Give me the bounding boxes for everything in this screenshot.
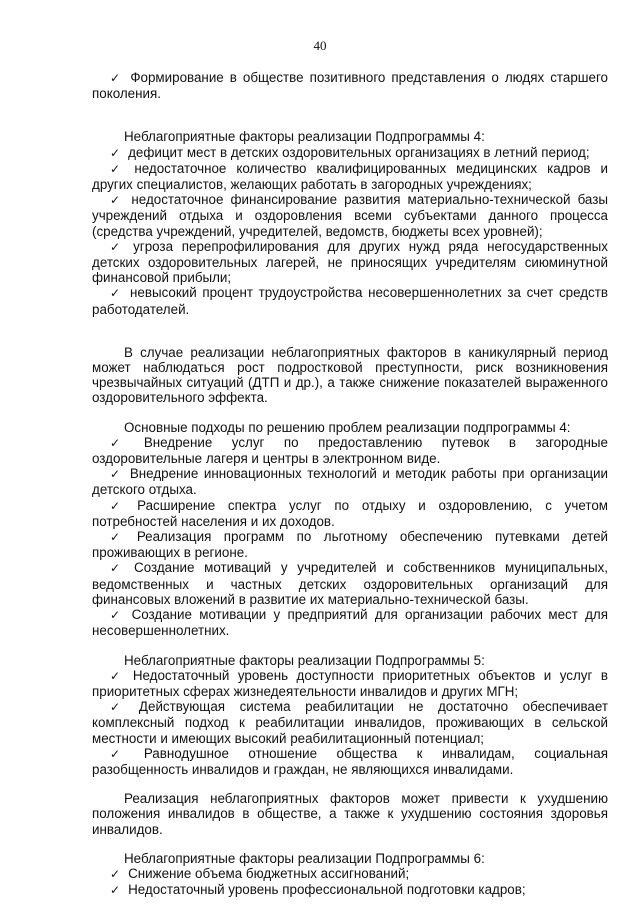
- checkmark-icon: ✓: [110, 866, 121, 881]
- bullet-item: [92, 498, 608, 529]
- bullet-text: Расширение спектра услуг по отдыху и оздоровлению, с учетом потребностей населения и их доходов.: [92, 497, 608, 529]
- paragraph: В случае реализации неблагоприятных факторов в каникулярный период может наблюдаться рост подростковой преступности, риск возникновения чрезвычайных ситуаций (ДТП и др.), а также снижение показателей выраженного оздоровительного эффекта.: [92, 344, 608, 406]
- bullet-item: [92, 529, 608, 560]
- checkmark-icon: ✓: [110, 161, 127, 176]
- bullet-text: Недостаточный уровень профессиональной подготовки кадров;: [128, 882, 526, 898]
- checkmark-icon: ✓: [110, 498, 130, 513]
- checkmark-icon: ✓: [110, 71, 123, 85]
- bullet-item: [92, 466, 608, 497]
- bullet-text: Действующая система реабилитации не достаточно обеспечивает комплексный подход к реабилитации инвалидов, проживающих в сельской местности и имеющих высокий реабилитационный потенциал;: [92, 699, 608, 746]
- checkmark-icon: ✓: [110, 746, 136, 761]
- bullet-text: недостаточное финансирование развития материально-технической базы учреждений отдыха и оздоровления всеми субъектами данного процесса (средства учреждений, учредителей, ведомств, бюджеты всех уровней);: [92, 192, 608, 239]
- bullet-item: [92, 239, 608, 286]
- bullet-text: угроза перепрофилирования для других нужд ряда негосударственных детских оздоровительных лагерей, не приносящих учредителям сиюминутной финансовой прибыли;: [92, 238, 609, 286]
- bullet-text: Недостаточный уровень доступности приоритетных объектов и услуг в приоритетных сферах жизнедеятельности инвалидов и других МГН;: [92, 667, 608, 699]
- bullet-item: [92, 435, 608, 466]
- bullet-text: Внедрение услуг по предоставлению путевок в загородные оздоровительные лагеря и центры в электронном виде.: [92, 434, 608, 467]
- spacer: [92, 837, 608, 851]
- bullet-text: Формирование в обществе позитивного представления о людях старшего поколения.: [92, 70, 608, 102]
- bullet-item: [92, 70, 608, 101]
- checkmark-icon: ✓: [110, 435, 136, 450]
- spacer: [92, 101, 608, 129]
- bullet-text: Создание мотиваций у учредителей и собственников муниципальных, ведомственных и частных детских оздоровительных организаций для финансовых вложений в развитие их материально-технической базы.: [92, 560, 608, 607]
- bullet-item: [92, 145, 608, 161]
- document-body: [92, 70, 608, 898]
- bullet-item: [92, 746, 608, 777]
- spacer: [92, 777, 608, 791]
- bullet-item: [92, 192, 608, 239]
- bullet-text: Реализация программ по льготному обеспечению путевками детей проживающих в регионе.: [92, 529, 608, 561]
- bullet-item: [92, 699, 608, 746]
- page-number: 40: [313, 38, 327, 53]
- checkmark-icon: ✓: [110, 193, 124, 208]
- checkmark-icon: ✓: [110, 145, 121, 160]
- bullet-item: [92, 668, 608, 699]
- checkmark-icon: ✓: [110, 530, 129, 545]
- section-heading: Неблагоприятные факторы реализации Подпрограммы 5:: [124, 652, 485, 668]
- checkmark-icon: ✓: [110, 608, 124, 623]
- bullet-text: Внедрение инновационных технологий и методик работы при организации детского отдыха.: [92, 466, 608, 498]
- section-heading: Основные подходы по решению проблем реализации подпрограммы 4:: [124, 419, 571, 435]
- checkmark-icon: ✓: [110, 286, 122, 301]
- checkmark-icon: ✓: [110, 883, 121, 898]
- bullet-item: [92, 560, 608, 607]
- bullet-item: [92, 285, 608, 316]
- paragraph: Реализация неблагоприятных факторов может привести к ухудшению положения инвалидов в обществе, а также к ухудшению состояния здоровья инвалидов.: [92, 791, 608, 837]
- checkmark-icon: ✓: [110, 239, 126, 254]
- spacer: [92, 406, 608, 420]
- bullet-item: [92, 866, 608, 882]
- bullet-text: дефицит мест в детских оздоровительных организациях в летний период;: [128, 144, 590, 160]
- bullet-text: недостаточное количество квалифицированных медицинских кадров и других специалистов, желающих работать в загородных учреждениях;: [92, 160, 608, 193]
- section-heading: Неблагоприятные факторы реализации Подпрограммы 6:: [124, 850, 485, 866]
- checkmark-icon: ✓: [110, 467, 122, 482]
- bullet-item: [92, 161, 608, 192]
- checkmark-icon: ✓: [110, 700, 131, 715]
- bullet-text: Равнодушное отношение общества к инвалидам, социальная разобщенность инвалидов и граждан, не являющихся инвалидами.: [92, 745, 608, 777]
- bullet-text: Снижение объема бюджетных ассигнований;: [128, 865, 410, 881]
- checkmark-icon: ✓: [110, 561, 127, 576]
- bullet-text: Создание мотивации у предприятий для организации рабочих мест для несовершеннолетних.: [92, 607, 608, 639]
- spacer: [92, 317, 608, 345]
- spacer: [92, 639, 608, 653]
- bullet-item: [92, 607, 608, 638]
- bullet-item: [92, 882, 608, 898]
- bullet-text: невысокий процент трудоустройства несовершеннолетних за счет средств работодателей.: [92, 285, 608, 317]
- section-heading: Неблагоприятные факторы реализации Подпрограммы 4:: [124, 129, 485, 145]
- checkmark-icon: ✓: [110, 668, 125, 683]
